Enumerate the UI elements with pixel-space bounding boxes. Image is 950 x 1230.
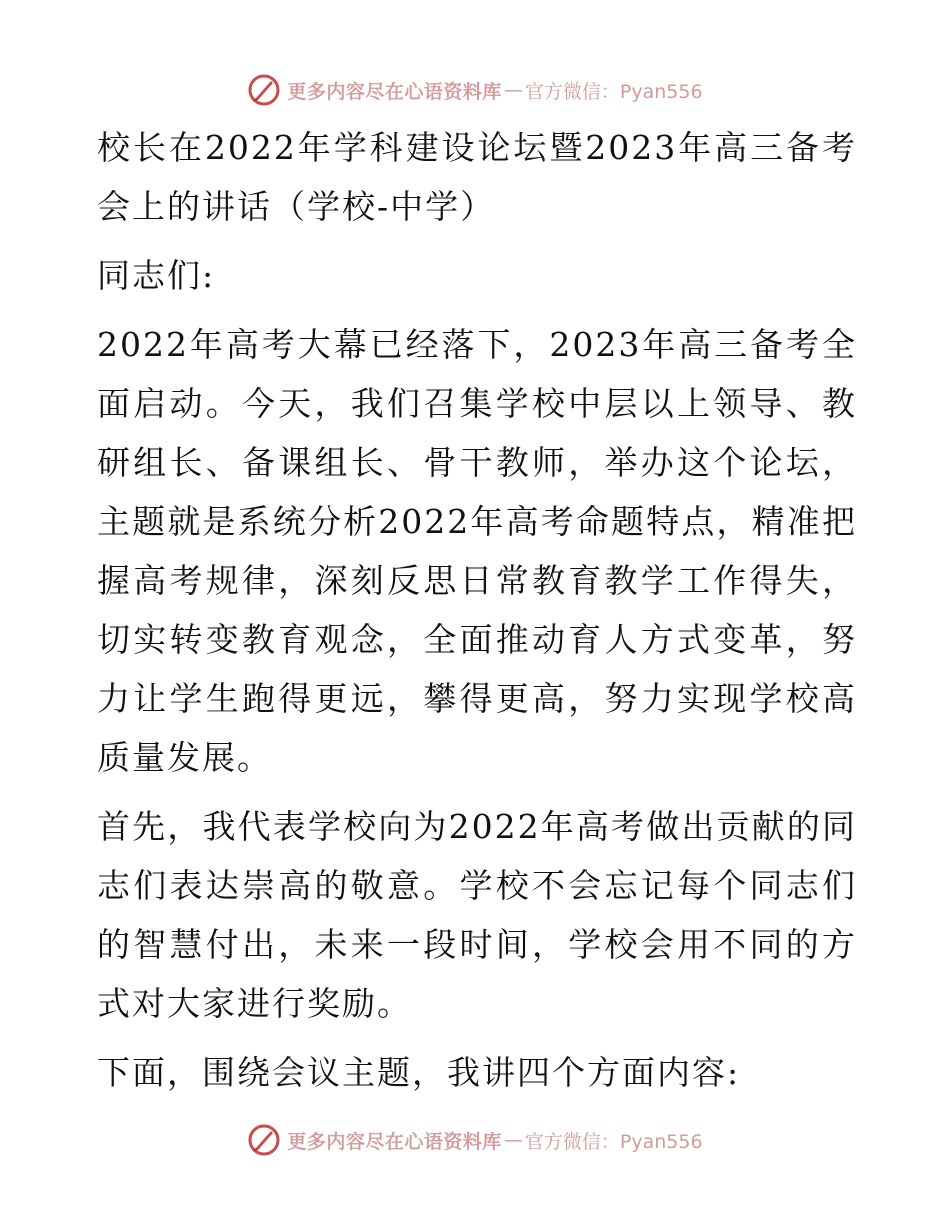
paragraph-1: 2022年高考大幕已经落下，2023年高三备考全面启动。今天，我们召集学校中层以上领导、教研组长、备课组长、骨干教师，举办这个论坛，主题就是系统分析2022年高考命题特点，精准把握高考规律，深刻反思日常教育教学工作得失，切实转变教育观念，全面推动育人方式变革，努力让学生跑得更远，攀得更高，努力实现学校高质量发展。 <box>97 325 857 777</box>
document-title: 校长在2022年学科建设论坛暨2023年高三备考会上的讲话（学校-中学） <box>97 128 857 226</box>
watermark-footer <box>0 1120 950 1160</box>
watermark-separator: — <box>503 1129 523 1151</box>
watermark-contact: 官方微信：Pyan556 <box>524 80 703 103</box>
quill-logo-icon <box>247 1123 281 1157</box>
watermark-text: 更多内容尽在心语资料库 <box>287 1130 502 1153</box>
salutation: 同志们: <box>97 256 216 295</box>
watermark-separator: — <box>503 79 523 101</box>
watermark-contact: 官方微信：Pyan556 <box>524 1130 703 1153</box>
paragraph-3: 下面，围绕会议主题，我讲四个方面内容: <box>97 1053 741 1092</box>
quill-logo-icon <box>247 73 281 107</box>
paragraph-2: 首先，我代表学校向为2022年高考做出贡献的同志们表达崇高的敬意。学校不会忘记每个同志们的智慧付出，未来一段时间，学校会用不同的方式对大家进行奖励。 <box>97 807 857 1023</box>
document-body <box>97 118 857 1102</box>
watermark-text: 更多内容尽在心语资料库 <box>287 80 502 103</box>
watermark-header <box>0 70 950 110</box>
